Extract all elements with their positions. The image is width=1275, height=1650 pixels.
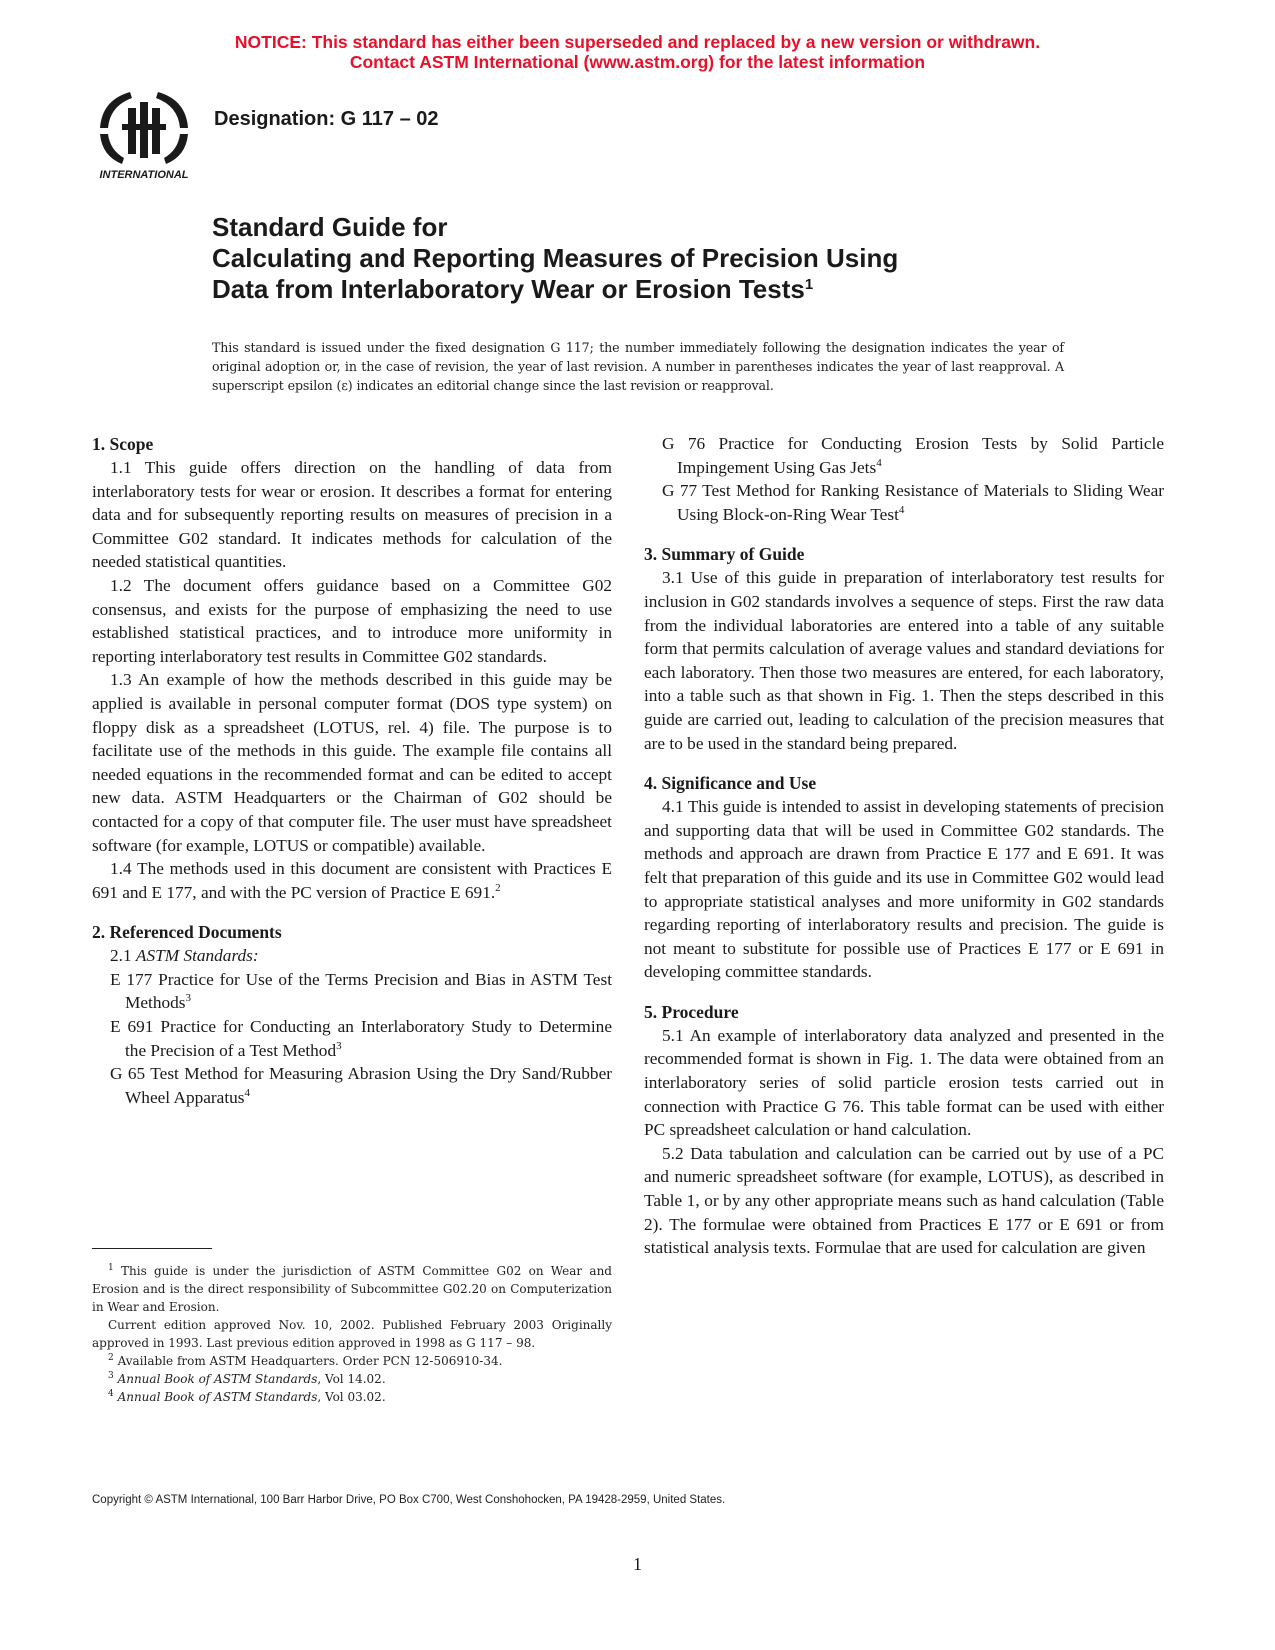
- astm-logo: [92, 86, 196, 182]
- paragraph-5-2: 5.2 Data tabulation and calculation can be carried out by use of a PC and numeric spreadsheet software (for example, LOTUS), as described in Table 1, or by any other appropriate means such as hand calculation (Table 2). The formulae were obtained from Practices E 177 or E 691 or from statistical analysis texts. Formulae that are used for calculation are given: [644, 1143, 1164, 1258]
- withdrawal-notice: [0, 32, 1275, 72]
- footnote-1: $^1$ This guide is under the jurisdiction of ASTM Committee G02 on Wear and Erosion and is the direct responsibility of Subcommittee G02.20 on Computerization in Wear and Erosion.: [92, 1263, 612, 1314]
- paragraph-5-1: 5.1 An example of interlaboratory data analyzed and presented in the recommended format is shown in Fig. 1. The data were obtained from an interlaboratory series of solid particle erosion tests carried out in connection with Practice G 76. This table format can be used with either PC spreadsheet calculation or hand calculation.: [644, 1025, 1164, 1140]
- left-column: [92, 432, 612, 1109]
- section-heading-referenced-documents: 2. Referenced Documents: [92, 922, 282, 943]
- section-heading-scope: 1. Scope: [92, 434, 154, 454]
- notice-line-2: Contact ASTM International (www.astm.org) for the latest information: [349, 52, 926, 72]
- issued-note: This standard is issued under the fixed designation G 117; the number immediately following the designation indicates the year of original adoption or, in the case of revision, the year of last revision. A number in parentheses indicates the year of last reapproval. A superscript epsilon (ε) indicates an editorial change since the last revision or reapproval.: [212, 340, 1064, 393]
- astm-logo-icon: [92, 86, 196, 182]
- reference-g77: G 77 Test Method for Ranking Resistance of Materials to Sliding Wear Using Block-on-Ring Wear Test$^4$: [662, 481, 1164, 524]
- footnote-2: $^2$ Available from ASTM Headquarters. Order PCN 12-506910-34.: [108, 1353, 503, 1368]
- footnotes: [92, 1262, 612, 1406]
- document-title: [212, 212, 1072, 305]
- paragraph-1-3: 1.3 An example of how the methods described in this guide may be applied is available in personal computer format (DOS type system) on floppy disk as a spreadsheet (LOTUS, rel. 4) file. The purpose is to facilitate use of the methods in this guide. The example file contains all needed equations in the recommended format and can be edited to accept new data. ASTM Headquarters or the Chairman of G02 should be contacted for a copy of that computer file. The user must have spreadsheet software (for example, LOTUS or compatible) available.: [92, 670, 612, 855]
- footnote-4: $^4$ Annual Book of ASTM Standards, Vol 03.02.: [108, 1389, 386, 1404]
- title-line-2: Calculating and Reporting Measures of Precision Using: [212, 243, 899, 273]
- title-line-3: Data from Interlaboratory Wear or Erosion Tests$^1$: [212, 274, 814, 304]
- page-number: 1: [633, 1554, 642, 1574]
- paragraph-3-1: 3.1 Use of this guide in preparation of interlaboratory test results for inclusion in G02 standards involves a sequence of steps. First the raw data from the individual laboratories are entered into a table of any suitable form that permits calculation of average values and standard deviations for each laboratory. Then those two measures are entered, for each laboratory, into a table such as that shown in Fig. 1. Then the steps described in this guide are carried out, leading to calculation of the precision measures that are to be used in the standard being prepared.: [644, 568, 1164, 753]
- reference-g76: G 76 Practice for Conducting Erosion Tests by Solid Particle Impingement Using Gas Jets$^4$: [662, 434, 1164, 477]
- notice-line-1: NOTICE: This standard has either been superseded and replaced by a new version or withdrawn.: [234, 32, 1041, 52]
- section-heading-summary: 3. Summary of Guide: [644, 544, 805, 565]
- section-heading-significance: 4. Significance and Use: [644, 773, 817, 794]
- title-footnote-ref: 1: [804, 276, 814, 293]
- astm-standards-label: 2.1 ASTM Standards:: [110, 946, 259, 966]
- footnote-ref-2: 2: [495, 881, 501, 894]
- section-heading-procedure: 5. Procedure: [644, 1001, 739, 1022]
- reference-e691: E 691 Practice for Conducting an Interlaboratory Study to Determine the Precision of a Test Method$^3$: [110, 1017, 612, 1060]
- paragraph-1-4: 1.4 The methods used in this document are consistent with Practices E 691 and E 177, and with the PC version of Practice E 691.$^2$: [92, 859, 612, 902]
- copyright-line: Copyright © ASTM International, 100 Barr Harbor Drive, PO Box C700, West Conshohocken, PA 19428-2959, United States.: [92, 1494, 726, 1506]
- reference-g65: G 65 Test Method for Measuring Abrasion Using the Dry Sand/Rubber Wheel Apparatus$^4$: [110, 1064, 612, 1107]
- paragraph-1-2: 1.2 The document offers guidance based on a Committee G02 consensus, and exists for the purpose of emphasizing the need to use established statistical practices, and to introduce more uniformity in reporting interlaboratory test results in Committee G02 standards.: [92, 575, 612, 666]
- logo-caption: INTERNATIONAL: [99, 169, 189, 181]
- right-column: [644, 432, 1164, 1260]
- designation: Designation: G 117 – 02: [214, 108, 439, 130]
- footnote-3: $^3$ Annual Book of ASTM Standards, Vol 14.02.: [108, 1371, 386, 1386]
- paragraph-4-1: 4.1 This guide is intended to assist in developing statements of precision and supporting data that will be used in Committee G02 standards. The methods and approach are drawn from Practice E 177 and E 691. It was felt that preparation of this guide and its use in Committee G02 would lead to appropriate statistical analyses and more uniformity in G02 standards regarding reporting of interlaboratory results and precision. The guide is not meant to substitute for possible use of Practices E 177 or E 691 in developing committee standards.: [644, 797, 1164, 982]
- footnote-1-edition: Current edition approved Nov. 10, 2002. Published February 2003 Originally approved in 1993. Last previous edition approved in 1998 as G 117 – 98.: [92, 1318, 612, 1350]
- reference-e177: E 177 Practice for Use of the Terms Precision and Bias in ASTM Test Methods$^3$: [110, 969, 612, 1013]
- title-line-1: Standard Guide for: [212, 212, 448, 242]
- paragraph-1-1: 1.1 This guide offers direction on the handling of data from interlaboratory tests for wear or erosion. It describes a format for entering data and for subsequently reporting results on measures of precision in a Committee G02 standard. It indicates methods for calculation of the needed statistical quantities.: [92, 458, 612, 572]
- footnote-divider: [92, 1248, 212, 1249]
